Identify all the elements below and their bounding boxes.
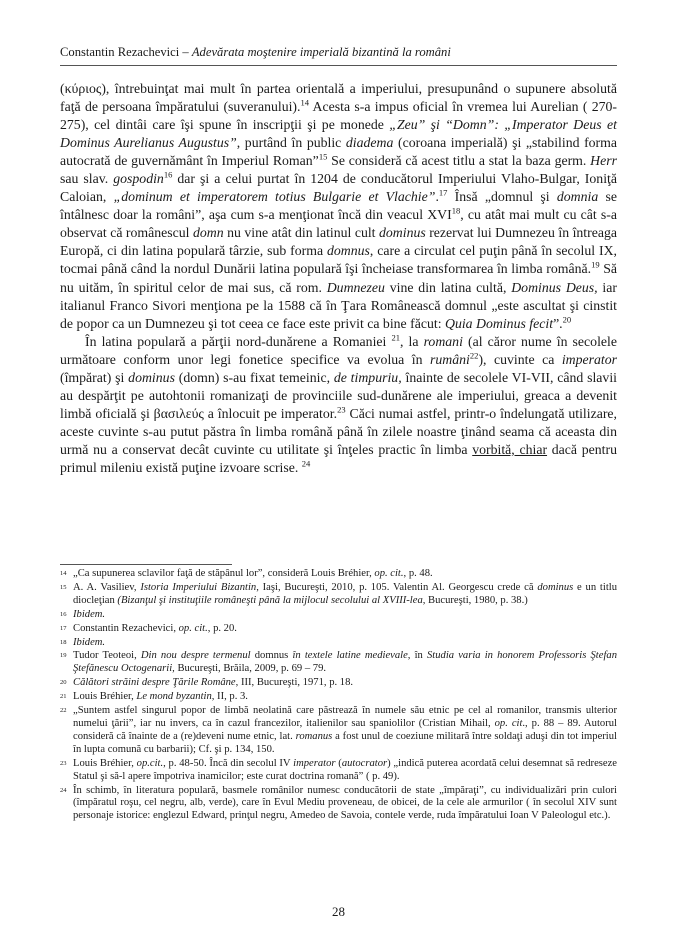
footnote-text-run: „Suntem astfel singurul popor de limbă neolatină care păstrează în numele său etnic pe cel al romanilor, transmis ulterior numelui ţării”, iar nu invers, ca în cazul francezilor, italienilor sau spaniolilor (Cristian Mihail,: [73, 705, 617, 729]
text-run: sau slav.: [60, 171, 114, 187]
footnote-text-italic: op. cit.: [374, 568, 404, 579]
footnote-ref[interactable]: 21: [391, 332, 400, 343]
text-run-italic: gospodin: [113, 171, 164, 187]
page-number: 28: [332, 904, 345, 919]
text-run: (al căror nume în secolele următoare conform unor legi fonetice specifice va evolua în: [60, 333, 617, 367]
text-run-italic: de timpuriu,: [333, 369, 402, 385]
footnote-ref[interactable]: 19: [591, 259, 600, 270]
footnote-text-run: domnus: [250, 650, 293, 662]
footnote-text-run: „Ca supunerea sclavilor faţă de stăpânul lor”, consideră Louis Bréhier,: [73, 568, 375, 579]
footnote-text: [73, 691, 617, 704]
footnote-text-run: Bucureşti, 1980, p. 38.): [425, 594, 528, 606]
footnote-ref[interactable]: 18: [451, 205, 461, 216]
footnote-text-run: ., p. 88 – 89. Autorul consideră că înainte de a (re)deveni nume etnic, lat.: [73, 717, 617, 742]
text-run-italic: Dominus Deus,: [511, 279, 598, 295]
text-run-italic: dominus: [378, 225, 426, 241]
text-run: , purtând în public: [236, 135, 346, 151]
footnote-number: 22: [60, 707, 67, 715]
footnote-ref[interactable]: 15: [318, 151, 328, 162]
footnote-text-run: , p. 20.: [207, 622, 237, 634]
footnote-text-italic: (Bizanţul şi instituţiile româneşti până la mijlocul secolului al XVIII-lea,: [117, 594, 426, 606]
footnote-text-italic: op. cit: [494, 717, 523, 729]
text-run: se întâlnesc doar la români”, aşa cum s-a menţionat încă din veacul XVI: [60, 189, 617, 223]
text-run: Se consideră că acest titlu a stat la baza germ.: [327, 153, 591, 169]
footnote-text-italic: Ibidem.: [73, 608, 106, 620]
text-run: , cu atât mai mult cu cât s-a observat că românescul: [60, 207, 617, 241]
text-run: ), cuvinte ca: [478, 351, 562, 367]
footnote-text-italic: în textele latine medievale,: [292, 650, 411, 662]
text-run: (κύριος), întrebuinţat mai mult în partea orientală a imperiului, presupunând o supunere absolută faţă de persoana împăratului (suveranului).: [60, 81, 617, 115]
footnote-ref[interactable]: 22: [469, 350, 479, 361]
footnote-text-run: , p. 48-50. Încă din secolul IV: [163, 757, 294, 769]
footnote-ref[interactable]: 17: [438, 187, 448, 198]
text-run: ”.: [553, 315, 563, 331]
footnote-ref[interactable]: 24: [301, 458, 311, 469]
footnote-text-run: Louis Bréhier,: [73, 757, 137, 769]
text-run: dacă pentru primul mileniu există puţine izvoare scrise.: [60, 441, 617, 475]
text-run-italic: dominus: [128, 369, 175, 385]
footnote: [60, 758, 617, 784]
footnote-text-run: A. A. Vasiliev,: [73, 581, 141, 593]
footnote-text: [73, 568, 617, 581]
document-page: [60, 0, 617, 948]
footnote-text-run: ) „indică puterea acordată celui desemnat să redreseze Statul şi să-l apere împotriva inamicilor; este curat doctrina romană” ( p. 49).: [73, 757, 617, 782]
footnote-ref[interactable]: 14: [300, 97, 310, 108]
footnote-text-italic: dominus: [537, 581, 574, 593]
footnote-number: 21: [60, 693, 67, 701]
footnote: [60, 623, 617, 636]
footnote-text-run: În schimb, în literatura populară, basmele românilor numesc conducătorii de state „împăraţi”, cu individualizări prin culori (împăratul roşu, cel negru, alb, verde), care în Evul Mediu proveneau, de obicei, de la cele ale armurilor ( în secolul XIV sunt personaje istorice: englezul Edward, prinţul negru, Amedeo de Savoia, contele verde, ruda împăratului Ioan V Paleologul etc.).: [73, 784, 617, 822]
text-run: (domn) s-au fixat temeinic,: [174, 369, 334, 385]
text-run-italic: domnus: [326, 243, 370, 259]
footnote-text: [73, 623, 617, 636]
text-run: , care a circulat cel puţin până în secolul IX, tocmai până când la nordul Dunării latina populară îşi încheiase transformarea în limba română.: [60, 243, 617, 277]
footnote-text-run: Tudor Teoteoi,: [73, 650, 141, 662]
text-run: vine din latina cultă,: [384, 279, 512, 295]
footnote: [60, 637, 617, 650]
footnote-text: [73, 609, 617, 622]
text-run: Să nu uităm, în spiritul celor de mai sus, că rom.: [60, 261, 617, 295]
footnote-number: 16: [60, 610, 67, 618]
footnote-text-italic: romanus: [295, 730, 333, 742]
footnote-text-italic: Istoria Imperiului Bizantin: [140, 581, 257, 593]
text-run-italic: domn: [193, 225, 224, 241]
footnote-text: [73, 677, 617, 690]
footnote-text-run: Louis Bréhier,: [73, 691, 137, 703]
text-run: Căci numai astfel, printr-o îndelungată utilizare, aceste cuvinte s-au putut păstra în limba română până în zilele noastre ţinând seama că aceasta din urmă nu a conservat decât cuvinte cu utilitate şi înţeles practic în limba: [60, 405, 617, 457]
header-rule: [60, 65, 617, 66]
footnote-text-run: Constantin Rezachevici,: [73, 622, 179, 634]
main-text: [60, 80, 617, 477]
footnote: [60, 609, 617, 622]
text-run-italic: diadema: [345, 135, 394, 151]
text-run-italic: imperator: [561, 351, 618, 367]
footnote-text: [73, 785, 617, 824]
footnote-text-run: , Iaşi, Bucureşti, 2010, p. 105. Valentin Al. Georgescu crede că: [256, 581, 538, 593]
text-run: dar şi a celui purtat în 1204 de conducătorul Imperiului Vlaho-Bulgar, Ioniţă Caloian,: [60, 171, 617, 205]
footnote-number: 23: [60, 759, 67, 767]
footnote-number: 17: [60, 624, 67, 632]
text-run: (coroana imperială) şi „stabilind forma autocrată de guvernământ în Imperiul Roman”: [60, 135, 618, 169]
text-run: , la: [400, 333, 424, 349]
footnote-text: [73, 637, 617, 650]
footnote-number: 15: [60, 583, 67, 591]
text-run-italic: romani: [423, 333, 463, 349]
paragraph: [60, 333, 617, 477]
footnote-text: [73, 705, 617, 757]
footnotes: [60, 568, 617, 824]
footnote-text-italic: Le mond byzantin,: [136, 691, 215, 703]
footnote-text-run: , p. 48.: [403, 568, 433, 579]
text-run-italic: Dumnezeu: [326, 279, 385, 295]
footnote-text-run: , III, Bucureşti, 1971, p. 18.: [235, 677, 354, 689]
footnote-ref[interactable]: 16: [163, 169, 173, 180]
footnote-text-run: e un titlu diocleţian: [73, 581, 618, 606]
header-separator: –: [179, 45, 192, 59]
footnote-text-run: în: [410, 650, 427, 662]
text-run-italic: Herr: [590, 153, 617, 169]
footnote-text-run: (: [335, 757, 342, 769]
text-run: rezervat lui Dumnezeu în întreaga Europă, ci din latina populară târzie, sub forma: [60, 225, 617, 259]
text-run: nu vine atât din latinul cult: [223, 225, 379, 241]
footnote-number: 14: [60, 570, 67, 577]
footnote: [60, 568, 617, 581]
footnote-text: [73, 758, 617, 784]
footnote-text-italic: Din nou despre termenul: [140, 650, 251, 662]
footnote-text-italic: imperator: [293, 757, 336, 769]
footnote-number: 19: [60, 652, 67, 660]
text-run-italic: rumâni: [430, 351, 470, 367]
footnote-number: 20: [60, 679, 67, 687]
footnote-ref[interactable]: 23: [337, 404, 346, 415]
footnote-number: 18: [60, 638, 67, 646]
text-run: Însă „domnul şi: [447, 189, 557, 205]
text-run: .: [435, 189, 439, 205]
footnote-text-run: a fost unul de coeziune militară între soldaţi aduşi din tot imperiul în lupta comună cu barbarii); Cf. şi p. 134, 150.: [73, 730, 617, 755]
footnote: [60, 785, 617, 824]
header-author: Constantin Rezachevici: [60, 45, 180, 59]
paragraph: [60, 80, 617, 333]
footnote-ref[interactable]: 20: [562, 314, 572, 325]
footnote-text-run: Bucureşti, Brăila, 2009, p. 69 – 79.: [174, 663, 327, 675]
footnote-text-italic: autocrator: [341, 757, 388, 769]
text-run-italic: Quia Dominus fecit: [444, 315, 554, 331]
text-run: iar italianul Franco Sivori menţiona pe la 1588 că în Ţara Românească domnul „este ascultat şi cinstit de popor ca un Dumnezeu şi tot ceea ce face este privit ca bine făcut:: [60, 279, 617, 331]
running-header: [60, 45, 617, 60]
footnote-number: 24: [60, 786, 67, 794]
footnote-text-italic: Studia varia in honorem Professoris Ştefan Ştefănescu Octogenarii,: [73, 650, 617, 675]
text-run-italic: „Zeu” şi “Domn”: „Imperator Deus et Dominus Aurelianus Augustus”: [60, 117, 617, 151]
footnote-text: [73, 582, 617, 608]
text-run: În latina populară a părţii nord-dunărene a Romaniei: [85, 333, 392, 349]
footnote: [60, 582, 617, 608]
header-title: Adevărata moştenire imperială bizantină la români: [191, 45, 451, 59]
text-run: înainte de secolele VI-VII, când slavii au despărţit pe autohtonii romanizaţi de provinciile sud-dunărene ale imperiului, greaca a devenit limbă oficială şi βασιλεύς a înlocuit pe imperator.: [60, 369, 617, 421]
footnote: [60, 705, 617, 757]
text-run-italic: domnia: [556, 189, 599, 205]
footnote: [60, 691, 617, 704]
footnote-text-italic: op.cit.: [136, 757, 164, 769]
text-run-underlined: vorbită, chiar: [472, 441, 548, 457]
footnote: [60, 650, 617, 676]
footnote-text-italic: Călători străini despre Ţările Române: [73, 677, 236, 689]
footnote-text-italic: op. cit.: [178, 622, 208, 634]
footnote-text-italic: Ibidem.: [73, 636, 106, 648]
text-run: (împărat) şi: [60, 369, 129, 385]
footnote-separator: [60, 564, 232, 565]
footnote-text: [73, 650, 617, 676]
text-run: Acesta s-a impus oficial în vremea lui Aurelian ( 270-275), cel dintâi care îşi spune în inscripţii şi pe monede: [60, 99, 617, 133]
footnote-text-run: II, p. 3.: [214, 691, 248, 703]
footnote: [60, 677, 617, 690]
text-run-italic: „dominum et imperatorem totius Bulgarie et Vlachie”: [113, 189, 436, 205]
